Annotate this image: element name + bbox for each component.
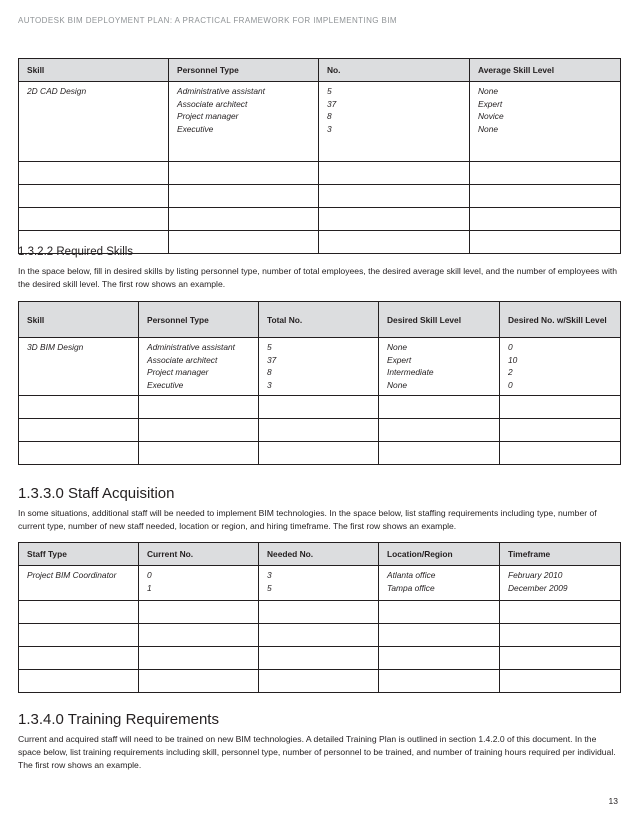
table-cell: 3 5 <box>259 566 379 601</box>
empty-row[interactable] <box>19 185 621 208</box>
table-cell: None Expert Novice None <box>470 82 621 162</box>
section-title: 1.3.3.0 Staff Acquisition <box>18 485 175 502</box>
column-header: No. <box>319 59 470 82</box>
column-header: Needed No. <box>259 543 379 566</box>
section-text: In some situations, additional staff will be needed to implement BIM technologies. In the space below, list staffing requirements including type, number of current type, number of new staff needed, location or region, and hiring timeframe. The first row shows an example. <box>18 508 597 531</box>
column-header: Location/Region <box>379 543 500 566</box>
column-header: Skill <box>19 59 169 82</box>
empty-row[interactable] <box>19 419 621 442</box>
document-header: AUTODESK BIM DEPLOYMENT PLAN: A PRACTICAL FRAMEWORK FOR IMPLEMENTING BIM <box>18 16 397 25</box>
column-header: Skill <box>19 302 139 338</box>
empty-row[interactable] <box>19 208 621 231</box>
table-header-row <box>19 543 621 566</box>
table-cell: None Expert Intermediate None <box>379 338 500 396</box>
staff-acquisition-table <box>18 542 621 693</box>
column-header: Staff Type <box>19 543 139 566</box>
table-cell: Atlanta office Tampa office <box>379 566 500 601</box>
table-header-row <box>19 302 621 338</box>
table-cell: Project BIM Coordinator <box>19 566 139 601</box>
table-cell: 2D CAD Design <box>19 82 169 162</box>
table-cell: Administrative assistant Associate architect Project manager Executive <box>169 82 319 162</box>
table-header-row <box>19 59 621 82</box>
empty-row[interactable] <box>19 396 621 419</box>
empty-row[interactable] <box>19 670 621 693</box>
table-cell: 0 1 <box>139 566 259 601</box>
example-row <box>19 566 621 601</box>
table-cell: 5 37 8 3 <box>259 338 379 396</box>
column-header: Personnel Type <box>169 59 319 82</box>
empty-row[interactable] <box>19 624 621 647</box>
table-cell: 3D BIM Design <box>19 338 139 396</box>
column-header: Average Skill Level <box>470 59 621 82</box>
empty-row[interactable] <box>19 442 621 465</box>
column-header: Desired Skill Level <box>379 302 500 338</box>
current-skills-table <box>18 58 621 254</box>
example-row <box>19 338 621 396</box>
section-text: Current and acquired staff will need to be trained on new BIM technologies. A detailed Training Plan is outlined in section 1.4.2.0 of this document. In the space below, list training requirements including skill, personnel type, number of personnel to be trained, and number of training hours required per individual. The first row shows an example. <box>18 734 616 770</box>
table-cell: February 2010 December 2009 <box>500 566 621 601</box>
table-cell: Administrative assistant Associate architect Project manager Executive <box>139 338 259 396</box>
section-title: 1.3.4.0 Training Requirements <box>18 711 219 728</box>
example-row <box>19 82 621 162</box>
column-header: Personnel Type <box>139 302 259 338</box>
empty-row[interactable] <box>19 601 621 624</box>
empty-row[interactable] <box>19 647 621 670</box>
column-header: Desired No. w/Skill Level <box>500 302 621 338</box>
empty-row[interactable] <box>19 162 621 185</box>
table-cell: 0 10 2 0 <box>500 338 621 396</box>
column-header: Timeframe <box>500 543 621 566</box>
section-title: 1.3.2.2 Required Skills <box>18 246 134 258</box>
column-header: Current No. <box>139 543 259 566</box>
table-cell: 5 37 8 3 <box>319 82 470 162</box>
section-text: In the space below, fill in desired skills by listing personnel type, number of total employees, the desired average skill level, and the number of employees with the desired skill level. The first row shows an example. <box>18 266 618 289</box>
required-skills-table <box>18 301 621 465</box>
column-header: Total No. <box>259 302 379 338</box>
page-number: 13 <box>608 796 618 806</box>
